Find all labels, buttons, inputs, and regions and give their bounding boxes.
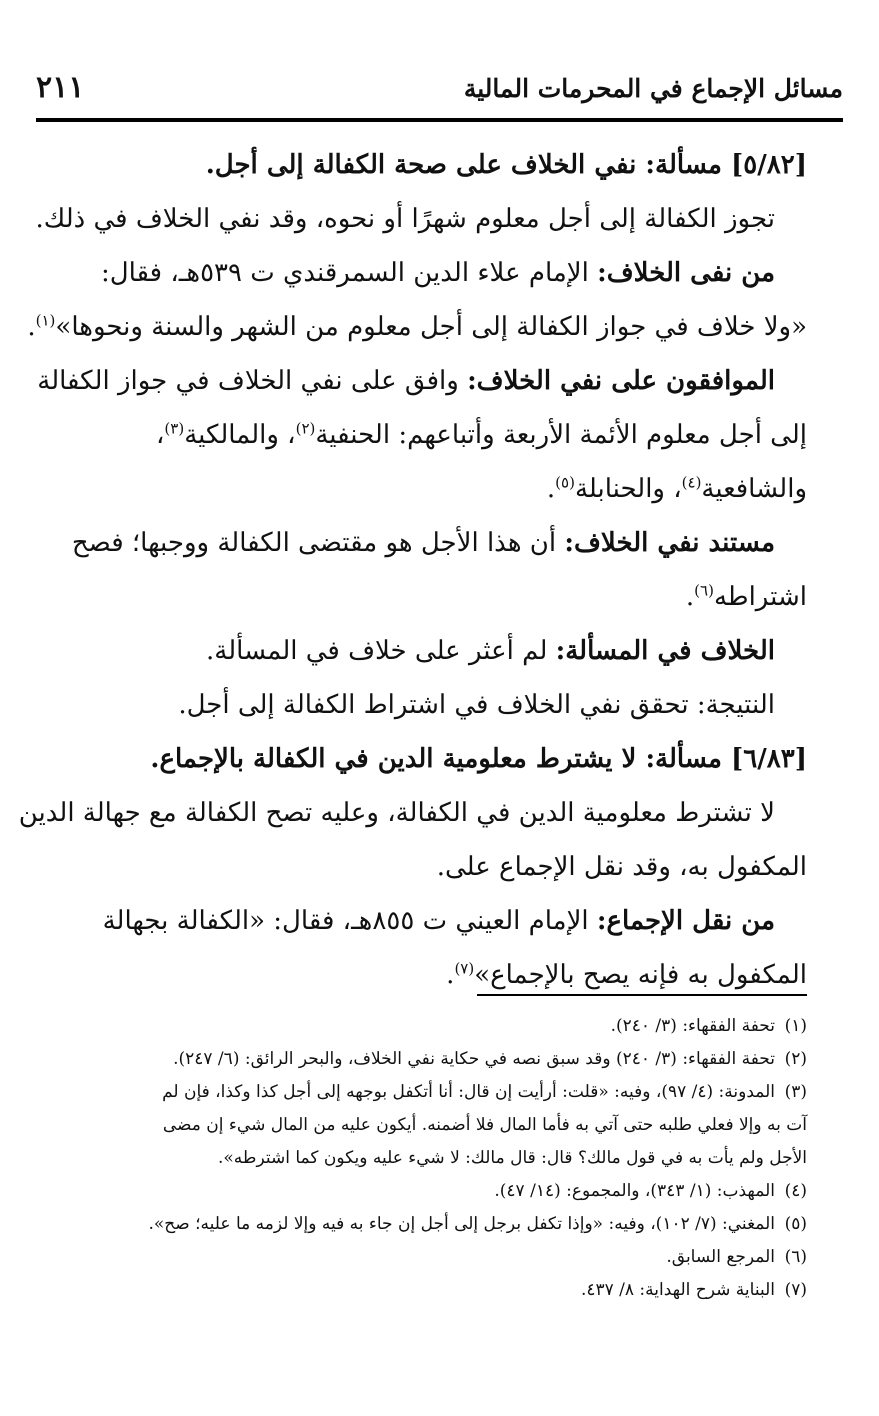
footnote-4 — [36, 1175, 807, 1208]
footnote-2 — [36, 1043, 807, 1076]
paragraph-line — [36, 516, 807, 570]
paragraph-line — [36, 570, 807, 624]
text-span: «ولا خلاف في جواز الكفالة إلى أجل معلوم من الشهر والسنة ونحوها» — [55, 312, 807, 342]
text-span: المكفول به فإنه يصح بالإجماع» — [474, 960, 807, 990]
text-span: . — [685, 582, 695, 612]
page-number: ٢١١ — [36, 70, 85, 105]
paragraph-line — [36, 246, 807, 300]
footnote-5 — [36, 1208, 807, 1241]
text-span: الإمام العيني ت ٨٥٥هـ، فقال: «الكفالة بجهالة — [102, 906, 597, 936]
paragraph-line — [36, 462, 807, 516]
term-label: مستند نفي الخلاف: — [564, 528, 775, 558]
footnote-number: (١) — [784, 1016, 807, 1036]
running-title: مسائل الإجماع في المحرمات المالية — [463, 74, 843, 103]
paragraph-line — [36, 354, 807, 408]
text-span: ، والحنابلة — [574, 474, 682, 504]
issue-heading-82: [٥/٨٢] مسألة: نفي الخلاف على صحة الكفالة إلى أجل. — [205, 150, 807, 180]
term-label: من نقل الإجماع: — [596, 906, 775, 936]
footnote-3-cont: آت به وإلا فعلي طلبه حتى آتي به فأما المال فلا أضمنه. أيكون عليه من المال شيء إن مضى — [162, 1115, 807, 1135]
footnote-ref[interactable]: (٤) — [681, 473, 702, 492]
text-span: إلى أجل معلوم الأئمة الأربعة وأتباعهم: الحنفية — [315, 420, 807, 450]
footnote-3-cont: الأجل ولم يأت به في قول مالك؟ قال: قال مالك: لا شيء عليه ويكون كما اشترطه». — [218, 1148, 807, 1168]
term-label: الموافقون على نفي الخلاف: — [467, 366, 775, 396]
paragraph-line — [36, 408, 807, 462]
footnote-text: المرجع السابق. — [666, 1247, 775, 1267]
term-label: من نفى الخلاف: — [597, 258, 775, 288]
term-label: الخلاف في المسألة: — [555, 636, 775, 666]
paragraph-line: تجوز الكفالة إلى أجل معلوم شهرًا أو نحوه، وقد نفي الخلاف في ذلك. — [35, 204, 775, 234]
text-span: والشافعية — [701, 474, 807, 504]
header-rule — [36, 118, 843, 122]
text-span: لم أعثر على خلاف في المسألة. — [206, 636, 556, 666]
text-span: ، — [156, 420, 165, 450]
footnote-number: (٥) — [784, 1214, 807, 1234]
page-header — [36, 64, 843, 116]
footnote-text: البناية شرح الهداية: ٨/ ٤٣٧. — [580, 1280, 775, 1300]
footnote-ref[interactable]: (١) — [35, 311, 56, 330]
text-span: اشتراطه — [713, 582, 807, 612]
result-line: النتيجة: تحقق نفي الخلاف في اشتراط الكفالة إلى أجل. — [178, 690, 775, 720]
footnote-text: تحفة الفقهاء: (٣/ ٢٤٠). — [610, 1016, 775, 1036]
paragraph-line: لا تشترط معلومية الدين في الكفالة، وعليه تصح الكفالة مع جهالة الدين — [18, 798, 775, 828]
text-span: الإمام علاء الدين السمرقندي ت ٥٣٩هـ، فقال: — [100, 258, 598, 288]
footnote-number: (٢) — [784, 1049, 807, 1069]
paragraph-line: المكفول به، وقد نقل الإجماع على. — [436, 852, 807, 882]
text-span: أن هذا الأجل هو مقتضى الكفالة ووجبها؛ فصح — [71, 528, 565, 558]
footnote-ref[interactable]: (٥) — [555, 473, 575, 492]
footnote-ref[interactable]: (٦) — [694, 581, 714, 600]
footnote-1 — [36, 1010, 807, 1043]
footnote-separator — [477, 994, 807, 996]
footnote-number: (٣) — [784, 1082, 807, 1102]
footnote-text: المدونة: (٤/ ٩٧)، وفيه: «قلت: أرأيت إن قال: أنا أتكفل بوجهه إلى أجل كذا وكذا، فإن لم — [162, 1082, 775, 1102]
footnote-text: المهذب: (١/ ٣٤٣)، والمجموع: (١٤/ ٤٧). — [494, 1181, 775, 1201]
footnote-number: (٤) — [784, 1181, 807, 1201]
text-span: وافق على نفي الخلاف في جواز الكفالة — [37, 366, 468, 396]
footnote-text: تحفة الفقهاء: (٣/ ٢٤٠) وقد سبق نصه في حكاية نفي الخلاف، والبحر الرائق: (٦/ ٢٤٧). — [173, 1049, 775, 1069]
text-span: . — [546, 474, 556, 504]
footnote-6 — [36, 1241, 807, 1274]
main-text — [18, 138, 807, 1002]
quote-line: «ولا خلاف في جواز الكفالة إلى أجل معلوم من الشهر والسنة ونحوها»$^{(١)}$. — [27, 311, 807, 342]
paragraph-line — [36, 624, 807, 678]
footnote-ref[interactable]: (٢) — [295, 419, 316, 438]
text-span: . — [446, 960, 455, 990]
footnote-text: المغني: (٧/ ١٠٢)، وفيه: «وإذا تكفل برجل إلى أجل إن جاء به فيه وإلا لزمه ما عليه؛ صح». — [148, 1214, 775, 1234]
text-span: ، والمالكية — [184, 420, 296, 450]
footnote-number: (٦) — [784, 1247, 807, 1267]
footnote-7 — [36, 1274, 807, 1307]
footnote-number: (٧) — [784, 1280, 807, 1300]
paragraph-line — [36, 894, 807, 948]
footnotes — [36, 1010, 807, 1307]
footnote-ref[interactable]: (٧) — [454, 959, 475, 978]
footnote-ref[interactable]: (٣) — [164, 419, 185, 438]
issue-heading-83: [٦/٨٣] مسألة: لا يشترط معلومية الدين في الكفالة بالإجماع. — [150, 744, 807, 774]
footnote-3 — [36, 1076, 807, 1109]
